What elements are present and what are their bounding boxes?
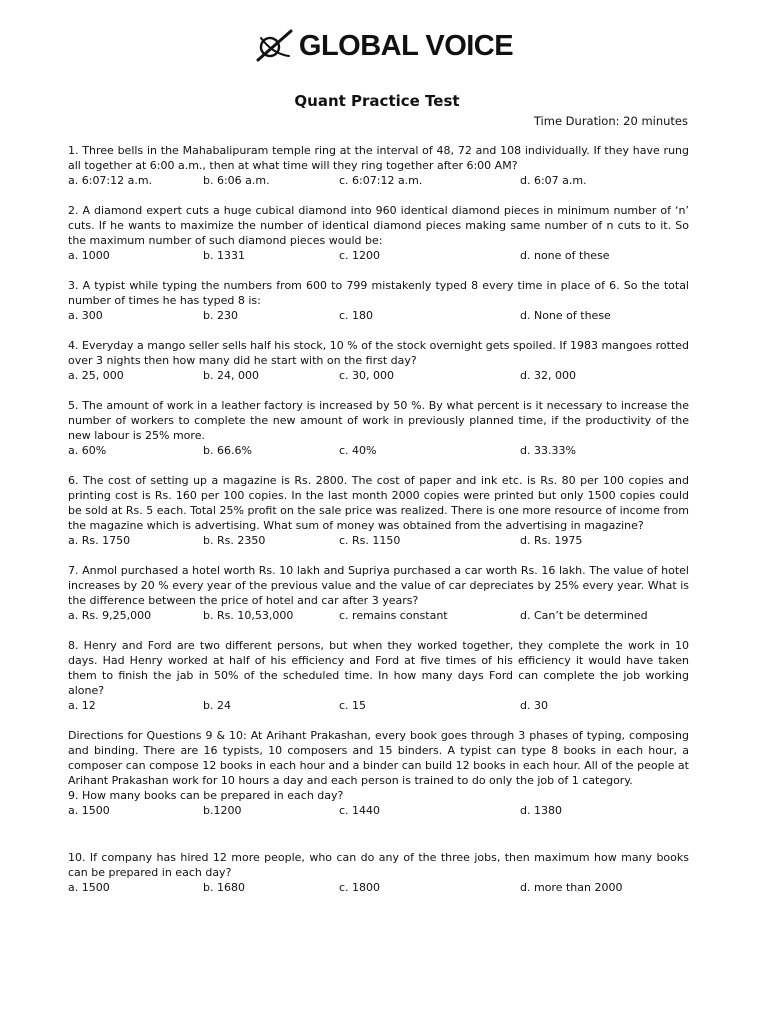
option-b: b. Rs. 2350 [203, 534, 266, 547]
option-c: c. 1200 [339, 249, 381, 262]
option-a: a. 60% [68, 444, 107, 457]
option-b: b. Rs. 10,53,000 [203, 609, 294, 622]
option-d: d. 1380 [520, 804, 562, 817]
option-d: d. 33.33% [520, 444, 576, 457]
question-text: 6. The cost of setting up a magazine is Rs. 2800. The cost of paper and ink etc. is Rs. 80 per 100 copies and printing cost is Rs. 160 per 100 copies. In the last month 2000 copies were printed but only 1500 copies could be sold at Rs. 5 each. Total 25% profit on the sale price was realized. There is one more resource of income from the magazine which is advertising. What sum of money was obtained from the advertising in magazine? [68, 474, 689, 532]
header [0, 28, 768, 64]
option-c: c. 15 [339, 699, 367, 712]
option-a: a. 1500 [68, 881, 110, 894]
option-c: c. Rs. 1150 [339, 534, 401, 547]
option-b: b. 1680 [203, 881, 245, 894]
question-text: 3. A typist while typing the numbers from 600 to 799 mistakenly typed 8 every time in place of 6. So the total number of times he has typed 8 is: [68, 279, 689, 307]
question-8 [68, 638, 689, 713]
page-title: Quant Practice Test [294, 92, 460, 110]
option-d: d. 6:07 a.m. [520, 174, 587, 187]
option-d: d. 30 [520, 699, 548, 712]
option-d: d. more than 2000 [520, 881, 623, 894]
option-c: c. 40% [339, 444, 377, 457]
option-c: c. 180 [339, 309, 374, 322]
question-1 [68, 143, 689, 188]
option-d: d. none of these [520, 249, 610, 262]
options-row [68, 698, 689, 713]
options-row [68, 608, 689, 623]
question-7 [68, 563, 689, 623]
directions-text: Directions for Questions 9 & 10: At Arihant Prakashan, every book goes through 3 phases of typing, composing and binding. There are 16 typists, 10 composers and 15 binders. A typist can type 8 books in each hour, a composer can compose 12 books in each hour and a binder can build 12 books in each hour. All of the people at Arihant Prakashan work for 10 hours a day and each person is trained to do only the job of 1 category. [68, 729, 689, 787]
question-text: 10. If company has hired 12 more people, who can do any of the three jobs, then maximum how many books can be prepared in each day? [68, 851, 689, 879]
option-a: a. 25, 000 [68, 369, 124, 382]
option-c: c. 1440 [339, 804, 381, 817]
question-text: 8. Henry and Ford are two different persons, but when they worked together, they complete the work in 10 days. Had Henry worked at half of his efficiency and Ford at five times of his efficiency it would have taken them to finish the jab in 50% of the scheduled time. In how many days Ford can complete the job working alone? [68, 639, 689, 697]
logo [255, 28, 513, 64]
option-c: c. 1800 [339, 881, 381, 894]
options-row [68, 533, 689, 548]
option-a: a. 1000 [68, 249, 110, 262]
option-d: d. 32, 000 [520, 369, 576, 382]
question-text: 4. Everyday a mango seller sells half his stock, 10 % of the stock overnight gets spoiled. If 1983 mangoes rotted over 3 nights then how many did he start with on the first day? [68, 339, 689, 367]
option-d: d. Can’t be determined [520, 609, 648, 622]
globe-swoosh-icon [255, 28, 295, 64]
option-b: b. 66.6% [203, 444, 252, 457]
options-row [68, 880, 689, 895]
questions [68, 143, 689, 910]
options-row [68, 803, 689, 818]
question-text: 9. How many books can be prepared in each day? [68, 789, 344, 802]
option-a: a. 12 [68, 699, 96, 712]
option-d: d. None of these [520, 309, 611, 322]
options-row [68, 308, 689, 323]
option-a: a. 6:07:12 a.m. [68, 174, 153, 187]
option-a: a. Rs. 1750 [68, 534, 131, 547]
option-c: c. 30, 000 [339, 369, 395, 382]
question-4 [68, 338, 689, 383]
question-9-block [68, 728, 689, 818]
question-text: 1. Three bells in the Mahabalipuram temple ring at the interval of 48, 72 and 108 individually. If they have rung all together at 6:00 a.m., then at what time will they ring together after 6:00 AM? [68, 144, 689, 172]
option-b: b. 230 [203, 309, 238, 322]
question-text: 7. Anmol purchased a hotel worth Rs. 10 lakh and Supriya purchased a car worth Rs. 16 lakh. The value of hotel increases by 20 % every year of the previous value and the value of car depreciates by 25% every year. What is the difference between the price of hotel and car after 3 years? [68, 564, 689, 607]
options-row [68, 248, 689, 263]
option-b: b. 6:06 a.m. [203, 174, 270, 187]
option-b: b. 24, 000 [203, 369, 259, 382]
question-text: 2. A diamond expert cuts a huge cubical diamond into 960 identical diamond pieces in minimum number of ‘n’ cuts. If he wants to maximize the number of identical diamond pieces making same number of n cuts to it. So the maximum number of such diamond pieces would be: [68, 204, 689, 247]
options-row [68, 368, 689, 383]
option-d: d. Rs. 1975 [520, 534, 583, 547]
brand-name: GLOBAL VOICE [298, 29, 514, 62]
question-2 [68, 203, 689, 263]
option-a: a. 300 [68, 309, 103, 322]
option-b: b.1200 [203, 804, 242, 817]
option-a: a. Rs. 9,25,000 [68, 609, 152, 622]
question-3 [68, 278, 689, 323]
option-a: a. 1500 [68, 804, 110, 817]
option-c: c. 6:07:12 a.m. [339, 174, 423, 187]
option-c: c. remains constant [339, 609, 448, 622]
time-duration: Time Duration: 20 minutes [533, 114, 688, 128]
option-b: b. 1331 [203, 249, 245, 262]
question-10 [68, 850, 689, 895]
question-text: 5. The amount of work in a leather factory is increased by 50 %. By what percent is it necessary to increase the number of workers to complete the new amount of work in previously planned time, if the productivity of the new labour is 25% more. [68, 399, 689, 442]
option-b: b. 24 [203, 699, 231, 712]
options-row [68, 443, 689, 458]
question-6 [68, 473, 689, 548]
options-row [68, 173, 689, 188]
question-5 [68, 398, 689, 458]
